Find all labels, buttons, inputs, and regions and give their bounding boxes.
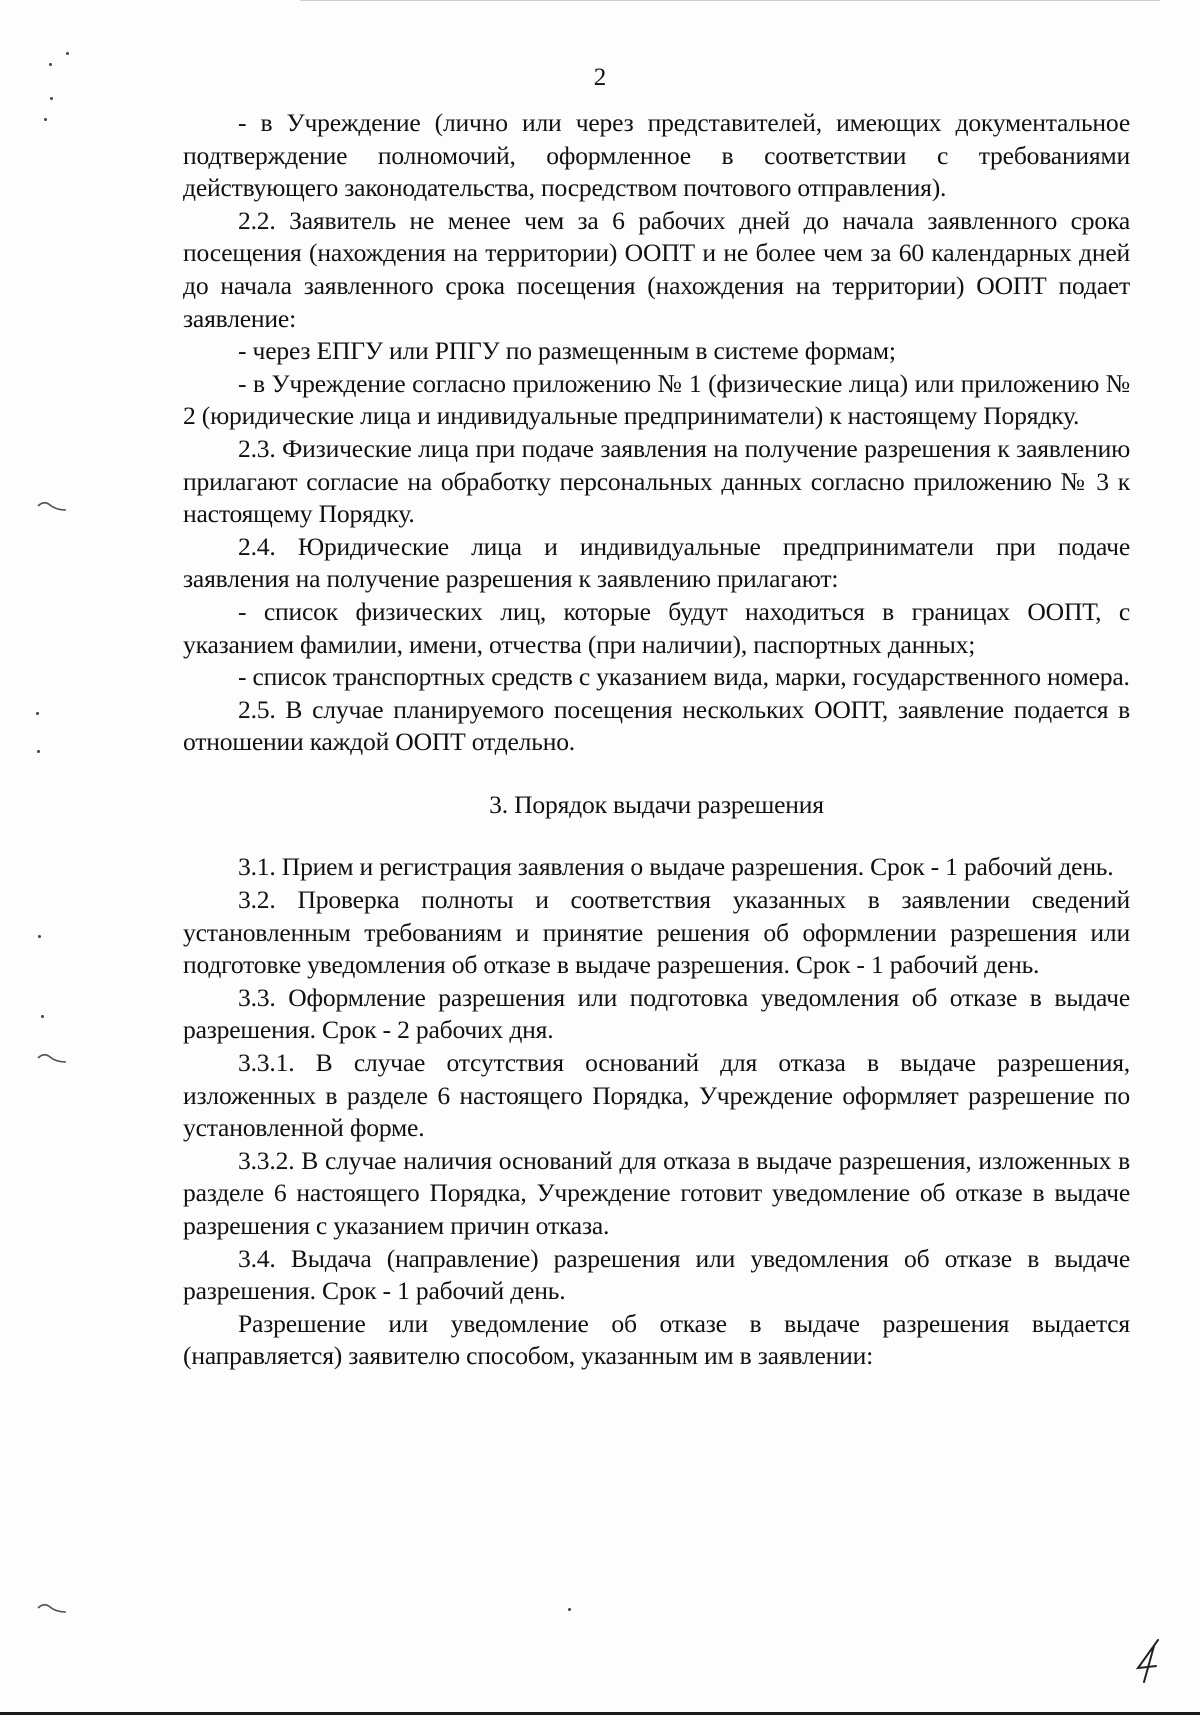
- paragraph: - в Учреждение (лично или через представителей, имеющих документальное подтверждение полномочий, оформленное в соответствии с требованиями действующего законодательства, посредством почтового отправления).: [183, 108, 1130, 203]
- paragraph: - в Учреждение согласно приложению № 1 (физические лица) или приложению № 2 (юридические лица и индивидуальные предприниматели) к настоящему Порядку.: [183, 368, 1130, 431]
- scan-speck: [568, 1608, 571, 1611]
- paragraph: 2.5. В случае планируемого посещения нескольких ООПТ, заявление подается в отношении каждой ООПТ отдельно.: [183, 694, 1130, 757]
- paragraph: 2.3. Физические лица при подаче заявления на получение разрешения к заявлению прилагают согласие на обработку персональных данных согласно приложению № 3 к настоящему Порядку.: [183, 433, 1130, 529]
- scan-speck: [50, 97, 53, 100]
- paragraph: 3.3. Оформление разрешения или подготовка уведомления об отказе в выдаче разрешения. Срок - 2 рабочих дня.: [183, 982, 1130, 1045]
- paragraph: 3.3.1. В случае отсутствия оснований для отказа в выдаче разрешения, изложенных в разделе 6 настоящего Порядка, Учреждение оформляет разрешение по установленной форме.: [183, 1048, 1130, 1143]
- handwritten-initial-mark: [1128, 1636, 1168, 1686]
- document-body: [183, 107, 1130, 1373]
- margin-scratch-mark: [36, 498, 70, 514]
- paragraph: - через ЕПГУ или РПГУ по размещенным в системе формам;: [238, 336, 896, 366]
- page-number: 2: [593, 64, 607, 91]
- scan-speck: [36, 712, 39, 715]
- margin-scratch-mark: [36, 1600, 70, 1616]
- scan-speck: [66, 52, 69, 55]
- paragraph: 3.2. Проверка полноты и соответствия указанных в заявлении сведений установленным требованиям и принятие решения об оформлении разрешения или подготовке уведомления об отказе в выдаче разрешения. Срок - 1 рабочий день.: [183, 885, 1130, 980]
- paragraph: 2.2. Заявитель не менее чем за 6 рабочих дней до начала заявленного срока посещения (нахождения на территории) ООПТ и не более чем за 60 календарных дней до начала заявленного срока посещения (нахождения на территории) ООПТ подает заявление:: [183, 205, 1130, 333]
- paragraph: 3.4. Выдача (направление) разрешения или уведомления об отказе в выдаче разрешения. Срок - 1 рабочий день.: [183, 1243, 1130, 1306]
- paragraph: Разрешение или уведомление об отказе в выдаче разрешения выдается (направляется) заявителю способом, указанным им в заявлении:: [183, 1308, 1130, 1371]
- section-heading: 3. Порядок выдачи разрешения: [489, 789, 824, 819]
- scan-speck: [38, 935, 41, 938]
- scan-speck: [41, 1015, 44, 1018]
- paragraph: 3.1. Прием и регистрация заявления о выдаче разрешения. Срок - 1 рабочий день.: [238, 852, 1114, 882]
- scan-speck: [44, 118, 47, 121]
- scan-speck: [37, 750, 40, 753]
- paragraph: - список физических лиц, которые будут находиться в границах ООПТ, с указанием фамилии, имени, отчества (при наличии), паспортных данных;: [183, 596, 1130, 659]
- margin-scratch-mark: [36, 1050, 70, 1066]
- paragraph: 2.4. Юридические лица и индивидуальные предприниматели при подаче заявления на получение разрешения к заявлению прилагают:: [183, 531, 1130, 594]
- scan-edge-top: [300, 0, 1160, 1]
- paragraph: - список транспортных средств с указанием вида, марки, государственного номера.: [238, 662, 1130, 692]
- paragraph: 3.3.2. В случае наличия оснований для отказа в выдаче разрешения, изложенных в разделе 6 настоящего Порядка, Учреждение готовит уведомление об отказе в выдаче разрешения с указанием причин отказа.: [183, 1145, 1130, 1240]
